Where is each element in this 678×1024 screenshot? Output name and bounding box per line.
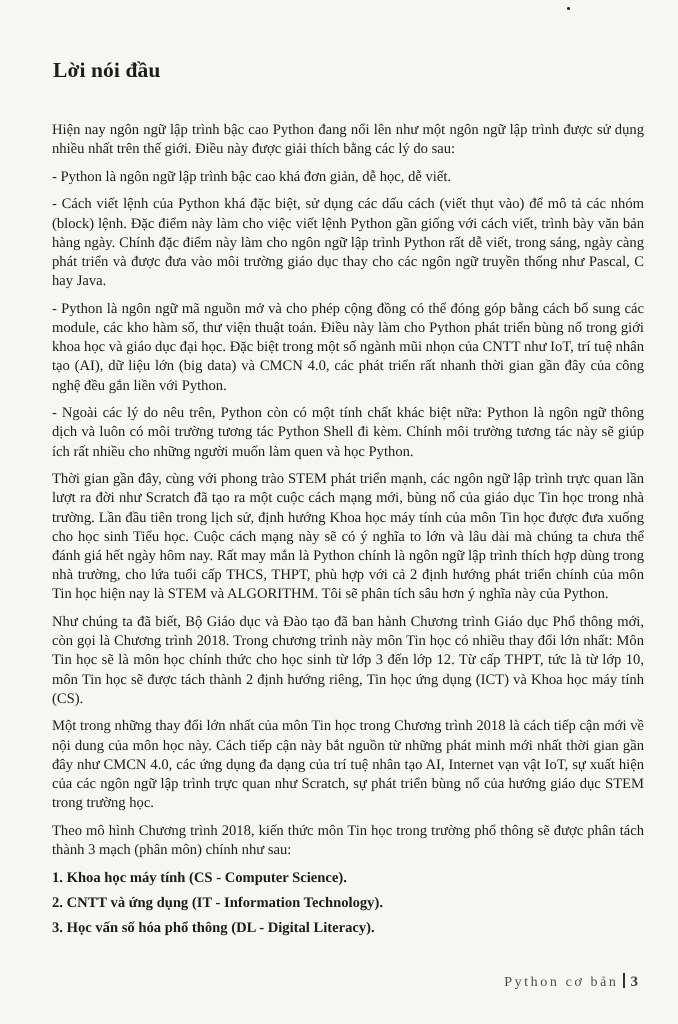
paragraph: - Cách viết lệnh của Python khá đặc biệt, sử dụng các dấu cách (viết thụt vào) để mô tả các nhóm (block) lệnh. Đặc điểm này làm cho việc viết lệnh Python gần giống với cách viết, trình bày văn bản hàng ngày. Chính đặc điểm này làm cho ngôn ngữ lập trình Python rất dễ viết, trong sáng, ngày càng phát triển và được đưa vào môi trường giáo dục thay cho các ngôn ngữ truyền thống như Pascal, C hay Java. — [52, 196, 644, 290]
footer-divider — [623, 973, 625, 988]
strand-item-dl: 3. Học vấn số hóa phổ thông (DL - Digital Literacy). — [52, 920, 375, 937]
page-footer — [504, 973, 638, 991]
strand-item-cs: 1. Khoa học máy tính (CS - Computer Science). — [52, 869, 347, 886]
paragraph: Như chúng ta đã biết, Bộ Giáo dục và Đào tạo đã ban hành Chương trình Giáo dục Phổ thông mới, còn gọi là Chương trình 2018. Trong chương trình này môn Tin học có nhiều thay đổi lớn nhất: Môn Tin học sẽ là môn học chính thức cho học sinh từ lớp 3 đến lớp 12. Từ cấp THPT, tức là từ lớp 10, môn Tin học sẽ được tách thành 2 định hướng riêng, Tin học ứng dụng (ICT) và Khoa học máy tính (CS). — [52, 614, 644, 707]
paragraph: Một trong những thay đổi lớn nhất của môn Tin học trong Chương trình 2018 là cách tiếp cận mới về nội dung của môn học này. Cách tiếp cận này bắt nguồn từ những phát minh mới nhất thời gian gần đây như CMCN 4.0, các ứng dụng đa dạng của trí tuệ nhân tạo AI, Internet vạn vật IoT, sự xuất hiện của các ngôn ngữ lập trình trực quan như Scratch, sự phát triển bùng nổ của hướng giáo dục STEM trong trường học. — [52, 718, 644, 812]
paragraph: - Python là ngôn ngữ lập trình bậc cao khá đơn giản, dễ học, dễ viết. — [52, 168, 452, 185]
scan-speck — [567, 7, 570, 10]
paragraph: Thời gian gần đây, cùng với phong trào STEM phát triển mạnh, các ngôn ngữ lập trình trực quan lần lượt ra đời như Scratch đã tạo ra một cuộc cách mạng mới, bùng nổ của giáo dục Tin học trong nhà trường. Lần đầu tiên trong lịch sử, định hướng Khoa học máy tính của môn Tin học được đưa xuống cho học sinh Tiểu học. Cuộc cách mạng này sẽ có ý nghĩa to lớn và lâu dài mà chúng ta chưa thể đánh giá hết ngày hôm nay. Rất may mắn là Python chính là ngôn ngữ lập trình thích hợp dùng trong nhà trường, cho lứa tuổi cấp THCS, THPT, phù hợp với cả 2 định hướng phát triển chính của môn Tin học hiện nay là STEM và ALGORITHM. Tôi sẽ phân tích sâu hơn ý nghĩa này của Python. — [52, 471, 644, 603]
paragraph: - Ngoài các lý do nêu trên, Python còn có một tính chất khác biệt nữa: Python là ngôn ngữ thông dịch và luôn có môi trường tương tác Python Shell đi kèm. Chính môi trường tương tác này sẽ giúp ích rất nhiều cho những người muốn làm quen và học Python. — [52, 405, 644, 460]
body-text — [52, 121, 644, 944]
page-title: Lời nói đầu — [53, 58, 161, 82]
footer-book-title: Python cơ bản — [504, 975, 619, 990]
paragraph: Hiện nay ngôn ngữ lập trình bậc cao Python đang nổi lên như một ngôn ngữ lập trình được sử dụng nhiều nhất trên thế giới. Điều này được giải thích bằng các lý do sau: — [52, 122, 644, 158]
strand-item-it: 2. CNTT và ứng dụng (IT - Information Technology). — [52, 894, 383, 911]
paragraph: Theo mô hình Chương trình 2018, kiến thức môn Tin học trong trường phổ thông sẽ được phân tách thành 3 mạch (phân môn) chính như sau: — [52, 822, 644, 859]
paragraph: - Python là ngôn ngữ mã nguồn mở và cho phép cộng đồng có thể đóng góp bằng cách bổ sung các module, các kho hàm số, thư viện thuật toán. Điều này làm cho Python phát triển bùng nổ trong giới khoa học và giáo dục đại học. Đặc biệt trong một số ngành mũi nhọn của CNTT như IoT, trí tuệ nhân tạo (AI), dữ liệu lớn (big data) và CMCN 4.0, các phát triển rất nhanh thời gian gần đây của công nghệ đều gắn liền với Python. — [52, 300, 644, 394]
page-number: 3 — [630, 974, 638, 990]
